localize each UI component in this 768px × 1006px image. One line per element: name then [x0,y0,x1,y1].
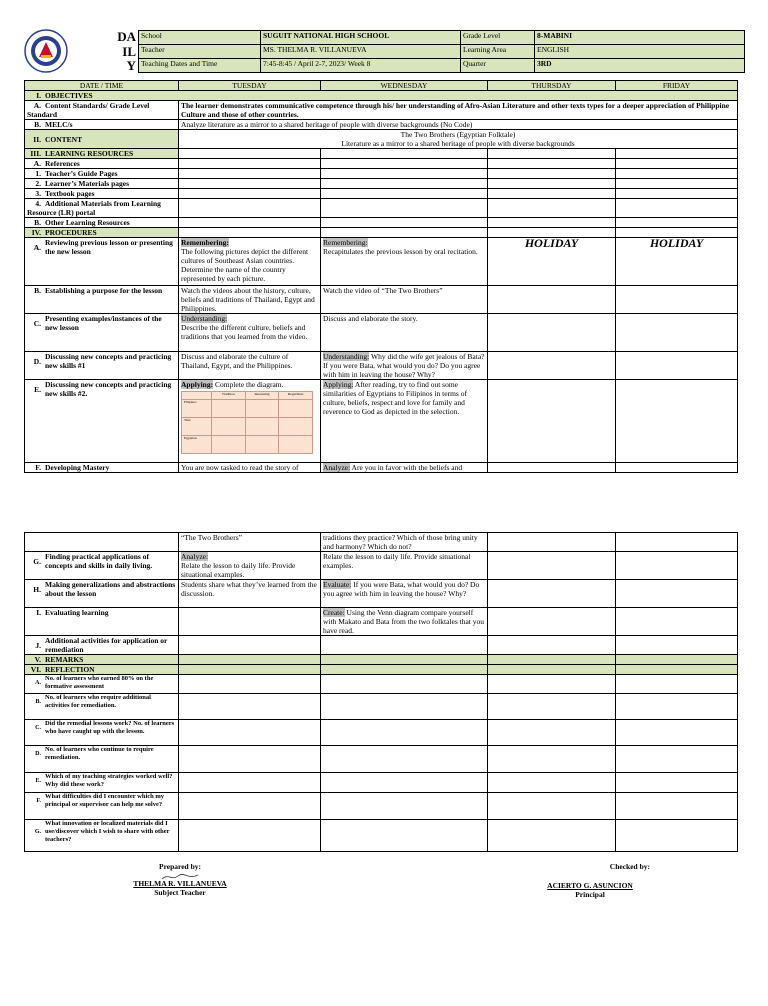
procedure-d-label: D. Discussing new concepts and practicing new skills #1 [25,352,179,380]
procedure-b-label: B. Establishing a purpose for the lesson [25,286,179,314]
content-subtitle: Literature as a mirror to a shared heritage of people with diverse backgrounds [341,139,575,148]
quarter-value: 3RD [535,59,745,73]
reflection-item: F. What difficulties did I encounter which my principal or supervisor can help me solve? [25,793,179,820]
prepared-by-role: Subject Teacher [154,888,206,897]
procedure-c-label: C. Presenting examples/instances of the new lesson [25,314,179,352]
procedure-h-label: H. Making generalizations and abstractions about the lesson [25,580,179,608]
resource-other: B. Other Learning Resources [25,218,179,228]
grade-level-label: Grade Level [461,31,535,45]
grade-level-value: 8-MABINI [535,31,745,45]
procedure-e-label: E. Discussing new concepts and practicing new skills #2. [25,380,179,463]
procedure-c-wednesday: Discuss and elaborate the story. [321,314,488,352]
procedure-g-tuesday: Analyze: Relate the lesson to daily life. Provide situational examples. [179,552,321,580]
title-letter: IL [122,43,136,59]
prepared-by-label: Prepared by: [158,862,201,871]
section-procedures: IV. PROCEDURES [25,228,179,238]
daily-title-letters [114,30,136,74]
procedure-h-wednesday: Evaluate: If you were Bata, what would you do? Do you agree with him in leaving the house? Why? [321,580,488,608]
procedure-a-wednesday: Remembering: Recapitulates the previous lesson by oral recitation. [321,238,488,286]
teacher-label: Teacher [139,45,261,59]
content-standards-text: The learner demonstrates communicative competence through his/ her understanding of Afro-Asian Literature and other texts types for a deeper appreciation of Philippine Culture and those of other countries. [179,101,738,120]
procedure-i-wednesday: Create: Using the Venn diagram compare yourself with Makato and Bata from the two folktales that you have read. [321,608,488,636]
section-learning-resources: III. LEARNING RESOURCES [25,149,179,159]
header-info-table [138,30,745,73]
content-text [179,130,738,149]
procedure-b-wednesday: Watch the video of “The Two Brothers” [321,286,488,314]
resource-teachers-guide: 1. Teacher’s Guide Pages [25,169,179,179]
checked-by-label: Checked by: [609,862,650,871]
procedure-e-wednesday: Applying: After reading, try to find out some similarities of Egyptians to Filipinos in terms of culture, beliefs, respect and love for family and reverence to God as depicted in the selection. [321,380,488,463]
lesson-plan-table-page1 [24,80,738,473]
resource-references: A. References [25,159,179,169]
checked-by-name: ACIERTO G. ASUNCION [547,881,633,890]
procedure-d-tuesday: Discuss and elaborate the culture of Thailand, Egypt, and the Philippines. [179,352,321,380]
procedure-a-label: A. Reviewing previous lesson or presenting the new lesson [25,238,179,286]
procedure-h-tuesday: Students share what they’ve learned from the discussion. [179,580,321,608]
procedure-b-tuesday: Watch the videos about the history, culture, beliefs and traditions of Thailand, Egypt and Philippines. [179,286,321,314]
melc-text: Analyze literature as a mirror to a shared heritage of people with diverse backgrounds (No Code) [179,120,738,130]
diagram-row-header: Egyptian [182,436,212,454]
col-header-friday: FRIDAY [616,81,738,91]
resource-lr-portal: 4. Additional Materials from Learning Resource (LR) portal [25,199,179,218]
reflection-item: D. No. of learners who continue to require remediation. [25,746,179,773]
procedure-f-wednesday-part1: Analyze: Are you in favor with the beliefs and [321,463,488,473]
prepared-by-name: THELMA R. VILLANUEVA [133,879,227,888]
reflection-item: G. What innovation or localized materials did I use/discover which I wish to share with other teachers? [25,820,179,852]
reflection-item: C. Did the remedial lessons work? No. of learners who have caught up with the lesson. [25,720,179,746]
melc-label: B. MELC/s [25,120,179,130]
procedure-e-tuesday: Applying: Complete the diagram. Tradition Interesting Regardless Filipinos Thai Egyptian [179,380,321,463]
section-content: II. CONTENT [25,130,179,149]
quarter-label: Quarter [461,59,535,73]
school-value: SUGUIT NATIONAL HIGH SCHOOL [261,31,461,45]
procedure-f-label: F. Developing Mastery [25,463,179,473]
diagram-row-header: Thai [182,418,212,436]
procedure-j-label: J. Additional activities for application or remediation [25,636,179,655]
col-header-tuesday: TUESDAY [179,81,321,91]
prepared-by-block [110,862,250,897]
teaching-dates-label: Teaching Dates and Time [139,59,261,73]
culture-diagram [181,391,313,454]
learning-area-value: ENGLISH [535,45,745,59]
title-letter: Y [126,58,136,73]
resource-learners-materials: 2. Learner’s Materials pages [25,179,179,189]
teacher-value: MS. THELMA R. VILLANUEVA [261,45,461,59]
section-remarks: V. REMARKS [25,655,179,665]
lesson-plan-table-page2 [24,532,738,852]
procedure-f-tuesday-part1: You are now tasked to read the story of [179,463,321,473]
procedure-f-tuesday-part2: “The Two Brothers” [179,533,321,552]
content-standards-label: A. Content Standards/ Grade Level Standard [25,101,179,120]
teaching-dates-value: 7:45-8:45 / April 2-7, 2023/ Week 8 [261,59,461,73]
reflection-item: A. No. of learners who earned 80% on the formative assessment [25,675,179,694]
content-title: The Two Brothers (Egyptian Folktale) [400,130,516,139]
procedure-a-tuesday: Remembering: The following pictures depict the different cultures of Southeast Asian countries. Determine the name of the country represented by each picture. [179,238,321,286]
checked-by-block [520,862,660,899]
reflection-item: E. Which of my teaching strategies worked well? Why did these work? [25,773,179,793]
school-label: School [139,31,261,45]
procedure-f-wednesday-part2: traditions they practice? Which of those bring unity and harmony? Which do not? [321,533,488,552]
procedure-g-label: G. Finding practical applications of concepts and skills in daily living. [25,552,179,580]
col-header-date-time: DATE / TIME [25,81,179,91]
title-letter: DA [117,29,136,44]
procedure-d-wednesday: Understanding: Why did the wife get jealous of Bata?If you were Bata, what would you do? Do you agree with him in leaving the house? Why? [321,352,488,380]
thursday-holiday: HOLIDAY [488,238,616,286]
diagram-col-header: Regardless [279,392,313,400]
procedure-i-label: I. Evaluating learning [25,608,179,636]
resource-textbook: 3. Textbook pages [25,189,179,199]
friday-holiday: HOLIDAY [616,238,738,286]
procedure-g-wednesday: Relate the lesson to daily life. Provide situational examples. [321,552,488,580]
section-objectives: I. OBJECTIVES [25,91,738,101]
section-reflection: VI. REFLECTION [25,665,179,675]
diagram-col-header: Interesting [245,392,279,400]
learning-area-label: Learning Area [461,45,535,59]
procedure-c-tuesday: Understanding: Describe the different culture, beliefs and traditions that you learned from the video. [179,314,321,352]
diagram-row-header: Filipinos [182,400,212,418]
deped-seal-logo [24,29,68,73]
reflection-item: B. No. of learners who require additional activities for remediation. [25,694,179,720]
col-header-wednesday: WEDNESDAY [321,81,488,91]
checked-by-role: Principal [575,890,605,899]
col-header-thursday: THURSDAY [488,81,616,91]
diagram-col-header: Tradition [212,392,246,400]
